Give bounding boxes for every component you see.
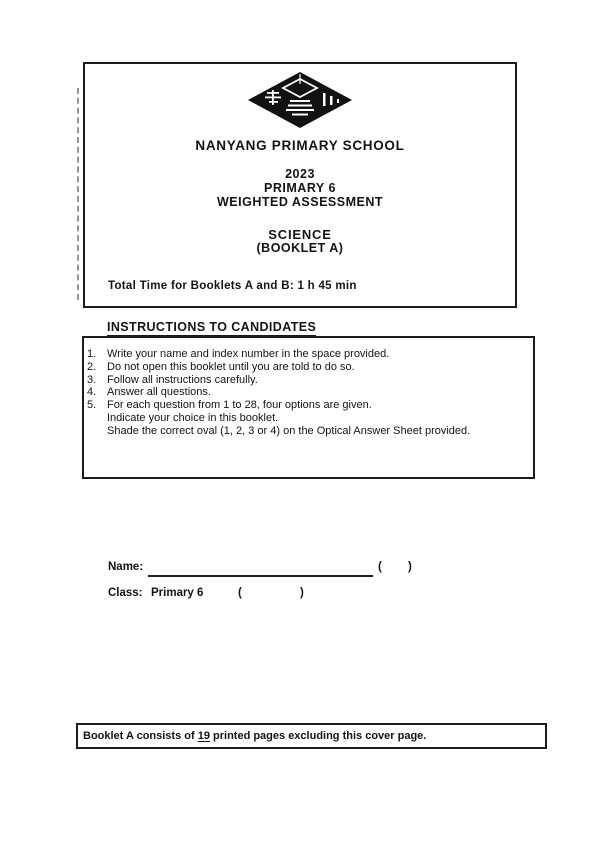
name-label: Name: <box>108 561 144 573</box>
instruction-line <box>87 412 527 425</box>
instruction-number: 5. <box>87 399 97 412</box>
name-blank-line <box>148 561 373 577</box>
instruction-number: 2. <box>87 360 97 373</box>
school-name: NANYANG PRIMARY SCHOOL <box>195 138 405 153</box>
instruction-line <box>87 386 527 399</box>
school-crest-icon <box>247 72 353 128</box>
instruction-number: 4. <box>87 386 97 399</box>
instruction-line <box>87 348 527 361</box>
instruction-number <box>87 425 107 438</box>
instruction-text: For each question from 1 to 28, four options are given. <box>107 399 372 412</box>
class-value: Primary 6 <box>151 587 204 599</box>
instruction-text: Do not open this booklet until you are told to do so. <box>107 360 355 373</box>
instruction-line <box>87 425 527 438</box>
instruction-line <box>87 374 527 387</box>
instruction-line <box>87 399 527 412</box>
exam-year: 2023 <box>285 167 315 181</box>
instruction-text: Answer all questions. <box>107 386 211 399</box>
footer-text-after: printed pages excluding this cover page. <box>209 730 427 742</box>
instruction-number <box>87 412 107 425</box>
instructions-box <box>82 336 535 479</box>
instruction-line <box>87 361 527 374</box>
index-paren-close: ) <box>408 561 412 573</box>
instruction-text: Write your name and index number in the space provided. <box>107 348 390 360</box>
exam-assessment: WEIGHTED ASSESSMENT <box>217 195 383 209</box>
class-label: Class: <box>108 587 143 599</box>
exam-level: PRIMARY 6 <box>264 181 336 195</box>
instruction-text: Shade the correct oval (1, 2, 3 or 4) on the Optical Answer Sheet provided. <box>107 424 471 437</box>
instruction-text: Follow all instructions carefully. <box>107 373 258 386</box>
footer-note-box <box>76 723 547 749</box>
instructions-heading: INSTRUCTIONS TO CANDIDATES <box>107 320 316 337</box>
total-time-note: Total Time for Booklets A and B: 1 h 45 min <box>108 280 357 292</box>
scan-artifact-line <box>77 88 79 300</box>
instruction-number: 1. <box>87 348 97 360</box>
exam-booklet: (BOOKLET A) <box>256 241 344 255</box>
instruction-number: 3. <box>87 373 97 386</box>
exam-subject: SCIENCE <box>268 227 332 242</box>
index-paren-open: ( <box>378 561 382 573</box>
header-box <box>83 62 517 308</box>
footer-page-count: 19 <box>197 730 210 742</box>
footer-text-before: Booklet A consists of <box>83 730 198 742</box>
instruction-text: Indicate your choice in this booklet. <box>107 411 279 424</box>
class-paren-open: ( <box>238 587 242 599</box>
class-paren-close: ) <box>300 587 304 599</box>
